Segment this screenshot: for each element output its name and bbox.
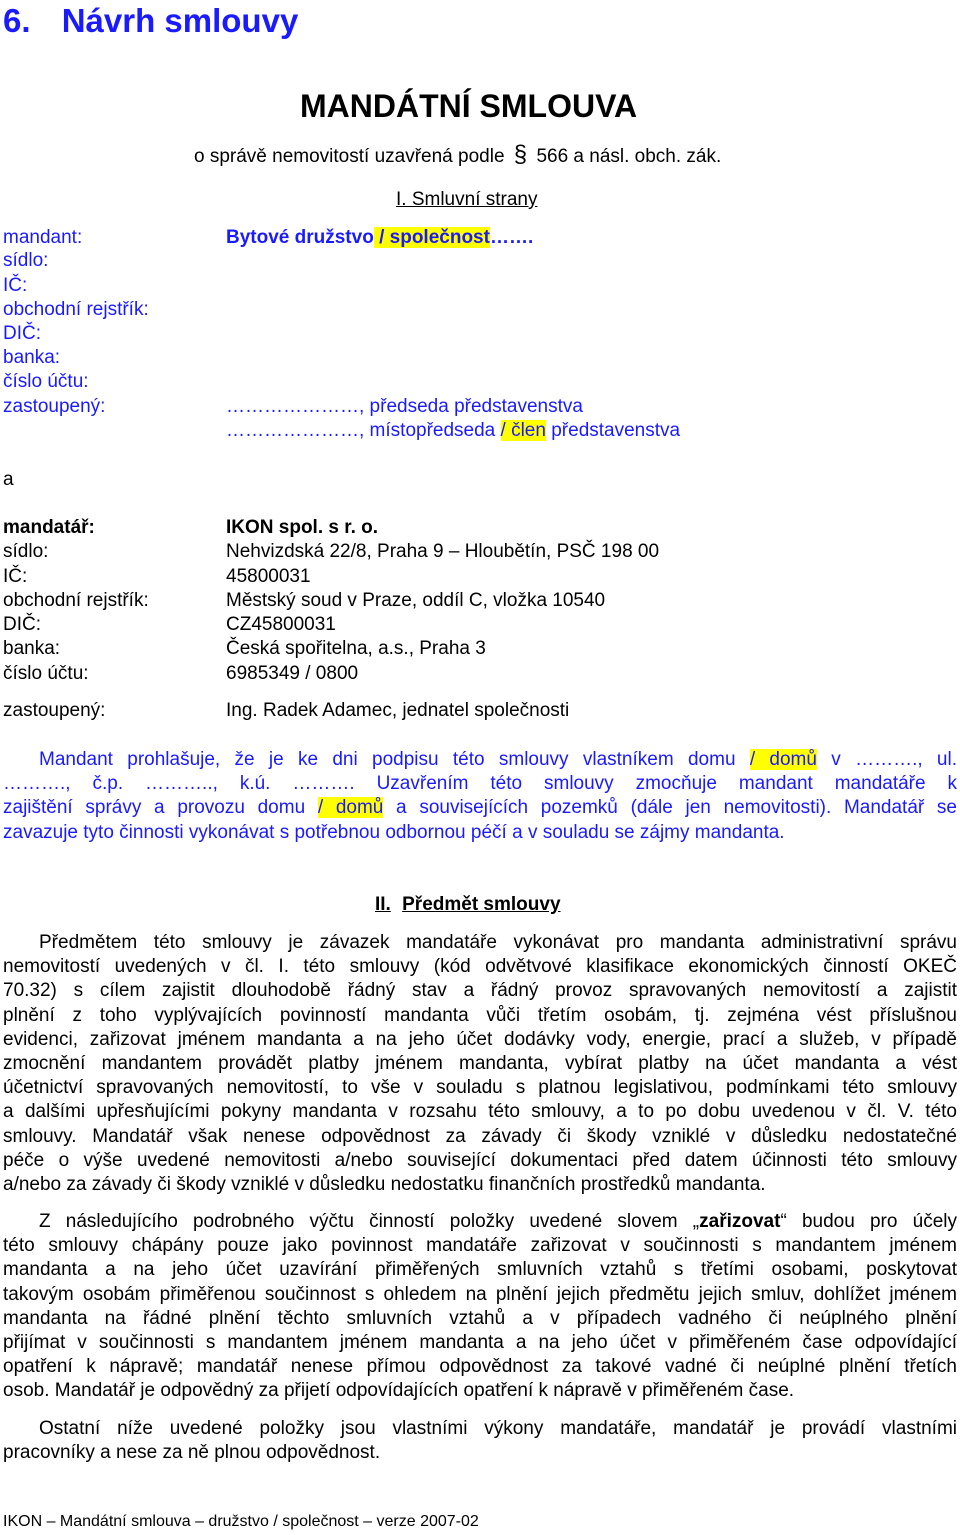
text-line: Mandant prohlašuje, že je ke dni podpisu této smlouvy vlastníkem domu / domů v ………., ul. [39, 749, 958, 770]
mandatar-field-label: banka: [3, 638, 61, 659]
text-line: Z následujícího podrobného výčtu činností položky uvedené slovem „zařizovat“ budou pro účely [39, 1211, 957, 1232]
text-line: opatření k nápravě; mandatář nenese přímou odpovědnost za takové vadné či neúplné plnění třetích [3, 1356, 957, 1378]
section-heading-parties: I. Smluvní strany [396, 189, 538, 210]
text-line: mandanta na řádné plnění těchto smluvních vztahů a v případech vadného či neúplného plnění [3, 1307, 957, 1329]
text-line: ………., č.p. ……….., k.ú. ………. Uzavřením této smlouvy zmocňuje mandant mandatáře k [3, 773, 957, 795]
mandant-field-banka: banka: [3, 347, 61, 368]
chapter-title: Návrh smlouvy [61, 2, 299, 39]
text-line: zavazuje tyto činnosti vykonávat s potřebnou odbornou péčí a v souladu se zájmy mandanta. [3, 821, 785, 843]
mandatar-field-label: číslo účtu: [3, 663, 89, 684]
mandant-name: Bytové družstvo / společnost……. [226, 227, 534, 248]
text-line: mandanta a na jeho účet uzavírání přiměřených smluvních vztahů s třetími osobami, poskytovat [3, 1259, 957, 1281]
text-line: přijímat v součinnosti s mandantem jménem mandanta a na jeho účet v přiměřeném čase odpovídající [3, 1332, 957, 1354]
mandant-field-rejstrik: obchodní rejstřík: [3, 299, 149, 320]
text-line: evidenci, zařizovat jménem mandanta a na jeho účet dodávky vody, energie, prací a služeb, v případě [3, 1028, 957, 1050]
text-line: 70.32) s cílem zajistit dlouhodobě řádný stav a řádný provoz spravovaných nemovitostí a zajistit [3, 980, 957, 1002]
mandatar-rep-value: Ing. Radek Adamec, jednatel společnosti [226, 700, 570, 721]
document-subtitle: o správě nemovitostí uzavřená podle § 566 a násl. obch. zák. [194, 141, 722, 168]
text-line: osob. Mandatář je odpovědný za přijetí odpovídajících opatření k nápravě v přiměřeném čase. [3, 1380, 795, 1402]
mandatar-field-label: IČ: [3, 566, 28, 587]
text-line: plnění z toho vyplývajících povinností mandanta vůči třetím osobám, tj. zejména vést příslušnou [3, 1004, 957, 1026]
mandatar-field-value: Městský soud v Praze, oddíl C, vložka 10540 [226, 590, 606, 611]
text-line: takovým osobám přiměřenou součinnost s ohledem na plnění jejich předmětu jejich smluv, dohlížet jménem [3, 1283, 957, 1305]
mandatar-label: mandatář: [3, 517, 95, 538]
paragraph-sign: § [513, 141, 528, 168]
mandatar-field-value: Česká spořitelna, a.s., Praha 3 [226, 638, 486, 659]
text-line: zmocnění mandantem provádět platby jménem mandanta, vybírat platby na účet mandanta a vést [3, 1053, 957, 1075]
text-line: Předmětem této smlouvy je závazek mandatáře vykonávat pro mandanta administrativní správu [39, 932, 957, 953]
mandant-field-zastoupeny: zastoupený: [3, 396, 106, 417]
text-line: péče o výše uvedené nemovitosti a/nebo související dokumentaci před datem účinnosti této smlouvy [3, 1149, 957, 1171]
text-line: a dalšími upřesňujícími pokyny mandanta v rozsahu této smlouvy, a to po dobu uvedenou v čl. V. této [3, 1101, 957, 1123]
mandant-rep-vice: …………………, místopředseda / člen představenstva [226, 420, 681, 441]
mandatar-field-value: 45800031 [226, 566, 311, 587]
mandatar-field-label: obchodní rejstřík: [3, 590, 149, 611]
subject-paragraph-3 [3, 1417, 957, 1465]
text-line: smlouvy. Mandatář však nenese odpovědnost za závady či škody vzniklé v důsledku nedostatečné [3, 1125, 957, 1147]
text-line: nemovitostí uvedených v čl. I. této smlouvy (kód odvětvové klasifikace ekonomických činností OKEČ [3, 956, 957, 978]
chapter-heading [3, 2, 298, 40]
chapter-number: 6. [3, 2, 31, 39]
text-line: této smlouvy chápány pouze jako povinnost mandatáře zařizovat v součinnosti s mandantem jménem [3, 1235, 957, 1257]
mandatar-name: IKON spol. s r. o. [226, 517, 379, 538]
mandant-rep-chair: …………………, předseda představenstva [226, 396, 583, 417]
mandatar-field-label: DIČ: [3, 614, 41, 635]
conjunction: a [3, 469, 14, 490]
text-line: účetnictví spravovaných nemovitostí, to vše v souladu s platnou legislativou, podmínkami této smlouvy [3, 1077, 957, 1099]
mandant-label: mandant: [3, 227, 83, 248]
subject-paragraph-1 [3, 931, 957, 1197]
section-heading-subject: II. Předmět smlouvy [375, 894, 561, 915]
mandatar-field-value: 6985349 / 0800 [226, 663, 359, 684]
page-footer: IKON – Mandátní smlouva – družstvo / společnost – verze 2007-02 [3, 1513, 479, 1530]
document-title: MANDÁTNÍ SMLOUVA [300, 88, 638, 124]
mandatar-field-value: Nehvizdská 22/8, Praha 9 – Hloubětín, PSČ 198 00 [226, 541, 660, 562]
mandatar-field-value: CZ45800031 [226, 614, 336, 635]
mandant-field-dic: DIČ: [3, 323, 41, 344]
text-line: zajištění správy a provozu domu / domů a souvisejících pozemků (dále jen nemovitosti). Mandatář se [3, 797, 957, 819]
declaration-paragraph [3, 748, 957, 845]
subject-paragraph-2 [3, 1210, 957, 1404]
mandatar-rep-label: zastoupený: [3, 700, 106, 721]
text-line: pracovníky a nese za ně plnou odpovědnost. [3, 1442, 381, 1464]
text-line: a/nebo za závady či škody vzniklé v důsledku nedostatku finančních prostředků mandanta. [3, 1174, 766, 1196]
mandatar-field-label: sídlo: [3, 541, 49, 562]
mandant-field-ic: IČ: [3, 275, 28, 296]
mandant-field-ucet: číslo účtu: [3, 371, 89, 392]
mandant-field-sidlo: sídlo: [3, 250, 49, 271]
text-line: Ostatní níže uvedené položky jsou vlastními výkony mandatáře, mandatář je provádí vlastními [39, 1418, 957, 1439]
